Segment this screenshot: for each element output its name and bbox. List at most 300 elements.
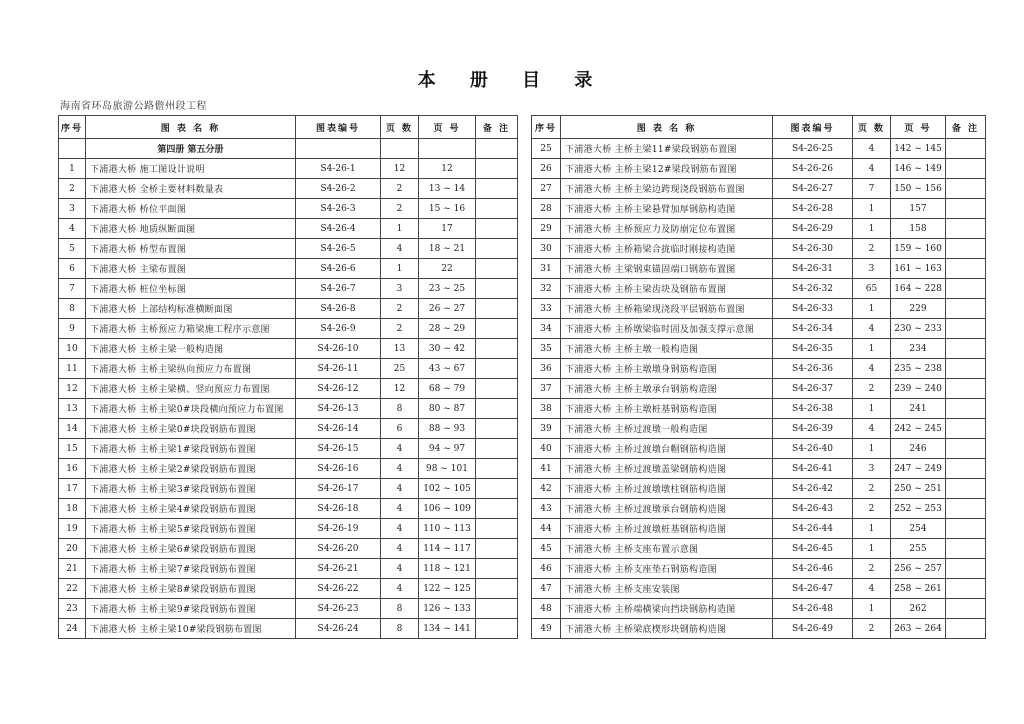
table-row <box>532 219 986 239</box>
cell-note <box>946 259 986 279</box>
cell-page-no: 43 ~ 67 <box>419 359 476 379</box>
table-row <box>59 239 518 259</box>
cell-code: S4-26-21 <box>296 559 381 579</box>
cell-note <box>476 519 518 539</box>
table-row <box>59 199 518 219</box>
cell-pages: 2 <box>381 199 419 219</box>
table-row <box>59 419 518 439</box>
cell-page-no: 242 ~ 245 <box>891 419 946 439</box>
cell-page-no: 157 <box>891 199 946 219</box>
cell-note <box>946 419 986 439</box>
cell-page-no: 250 ~ 251 <box>891 479 946 499</box>
cell-page-no: 161 ~ 163 <box>891 259 946 279</box>
cell-note <box>946 539 986 559</box>
cell-code: S4-26-15 <box>296 439 381 459</box>
cell-name: 下浦港大桥 桩位坐标图 <box>86 279 296 299</box>
cell-code: S4-26-10 <box>296 339 381 359</box>
table-row <box>59 539 518 559</box>
cell-pages: 1 <box>853 439 891 459</box>
table-row <box>59 179 518 199</box>
table-row <box>532 619 986 639</box>
section-title: 第四册 第五分册 <box>86 139 296 159</box>
cell-note <box>946 279 986 299</box>
cell-no: 34 <box>532 319 561 339</box>
table-row <box>532 279 986 299</box>
table-row <box>532 199 986 219</box>
cell-no: 25 <box>532 139 561 159</box>
cell-name: 下浦港大桥 主桥主梁12#梁段钢筋布置图 <box>561 159 773 179</box>
cell-name: 下浦港大桥 主桥主梁11#梁段钢筋布置图 <box>561 139 773 159</box>
cell-no: 6 <box>59 259 86 279</box>
cell-note <box>946 139 986 159</box>
table-row <box>532 379 986 399</box>
cell-name: 下浦港大桥 主桥主梁4#梁段钢筋布置图 <box>86 499 296 519</box>
cell-note <box>946 619 986 639</box>
cell-pages: 6 <box>381 419 419 439</box>
cell-note <box>476 579 518 599</box>
cell-code: S4-26-4 <box>296 219 381 239</box>
cell-page-no: 247 ~ 249 <box>891 459 946 479</box>
cell-no: 38 <box>532 399 561 419</box>
header-name: 图 表 名 称 <box>86 116 296 139</box>
cell-name: 下浦港大桥 全桥主要材料数量表 <box>86 179 296 199</box>
cell-no: 19 <box>59 519 86 539</box>
table-row <box>59 379 518 399</box>
cell-note <box>476 399 518 419</box>
cell-code: S4-26-49 <box>773 619 853 639</box>
cell-code: S4-26-20 <box>296 539 381 559</box>
cell-code: S4-26-12 <box>296 379 381 399</box>
table-row <box>59 279 518 299</box>
cell-no: 27 <box>532 179 561 199</box>
cell-name: 下浦港大桥 主桥箱梁合拢临时刚接构造图 <box>561 239 773 259</box>
table-row <box>532 239 986 259</box>
cell-name: 下浦港大桥 主桥箱梁现浇段平层钢筋布置图 <box>561 299 773 319</box>
cell-pages: 13 <box>381 339 419 359</box>
table-header-row <box>532 116 986 139</box>
cell-page-no: 102 ~ 105 <box>419 479 476 499</box>
cell-name: 下浦港大桥 主桥支座垫石钢筋构造图 <box>561 559 773 579</box>
cell-code: S4-26-8 <box>296 299 381 319</box>
cell-code: S4-26-24 <box>296 619 381 639</box>
cell-pages: 4 <box>381 479 419 499</box>
cell-pages: 25 <box>381 359 419 379</box>
cell-page-no: 134 ~ 141 <box>419 619 476 639</box>
cell-name: 下浦港大桥 主桥主梁2#梁段钢筋布置图 <box>86 459 296 479</box>
cell-page-no: 246 <box>891 439 946 459</box>
cell-code: S4-26-31 <box>773 259 853 279</box>
cell-pages: 4 <box>853 319 891 339</box>
cell-no: 31 <box>532 259 561 279</box>
cell-name: 下浦港大桥 主桥主梁1#梁段钢筋布置图 <box>86 439 296 459</box>
cell-no: 47 <box>532 579 561 599</box>
cell-page-no: 30 ~ 42 <box>419 339 476 359</box>
cell-name: 下浦港大桥 主桥主墩桩基钢筋构造图 <box>561 399 773 419</box>
table-row <box>59 259 518 279</box>
cell-note <box>946 479 986 499</box>
cell-note <box>946 319 986 339</box>
cell-pages: 8 <box>381 619 419 639</box>
cell-name: 下浦港大桥 主桥预应力及防崩定位布置图 <box>561 219 773 239</box>
section-note-cell <box>476 139 518 159</box>
cell-name: 下浦港大桥 主桥主梁7#梁段钢筋布置图 <box>86 559 296 579</box>
table-row <box>532 419 986 439</box>
cell-page-no: 98 ~ 101 <box>419 459 476 479</box>
cell-no: 18 <box>59 499 86 519</box>
cell-code: S4-26-45 <box>773 539 853 559</box>
cell-code: S4-26-7 <box>296 279 381 299</box>
cell-no: 39 <box>532 419 561 439</box>
cell-code: S4-26-14 <box>296 419 381 439</box>
cell-page-no: 22 <box>419 259 476 279</box>
cell-pages: 8 <box>381 599 419 619</box>
table-row <box>59 619 518 639</box>
cell-code: S4-26-17 <box>296 479 381 499</box>
cell-code: S4-26-1 <box>296 159 381 179</box>
cell-pages: 2 <box>381 319 419 339</box>
cell-name: 下浦港大桥 主梁布置图 <box>86 259 296 279</box>
cell-page-no: 239 ~ 240 <box>891 379 946 399</box>
cell-code: S4-26-3 <box>296 199 381 219</box>
cell-name: 下浦港大桥 施工图设计说明 <box>86 159 296 179</box>
cell-no: 36 <box>532 359 561 379</box>
table-row <box>532 399 986 419</box>
header-code: 图表编号 <box>296 116 381 139</box>
cell-page-no: 252 ~ 253 <box>891 499 946 519</box>
cell-page-no: 17 <box>419 219 476 239</box>
cell-note <box>946 499 986 519</box>
cell-name: 下浦港大桥 主桥主墩一般构造图 <box>561 339 773 359</box>
cell-name: 下浦港大桥 地质纵断面图 <box>86 219 296 239</box>
cell-note <box>476 239 518 259</box>
cell-no: 49 <box>532 619 561 639</box>
cell-page-no: 150 ~ 156 <box>891 179 946 199</box>
cell-note <box>476 359 518 379</box>
header-note: 备 注 <box>946 116 986 139</box>
table-row <box>532 479 986 499</box>
header-code: 图表编号 <box>773 116 853 139</box>
cell-pages: 4 <box>381 459 419 479</box>
cell-name: 下浦港大桥 主桥预应力箱梁施工程序示意图 <box>86 319 296 339</box>
cell-page-no: 234 <box>891 339 946 359</box>
cell-page-no: 28 ~ 29 <box>419 319 476 339</box>
cell-no: 1 <box>59 159 86 179</box>
table-row <box>532 339 986 359</box>
toc-table-left <box>58 115 518 639</box>
header-page-no: 页 号 <box>419 116 476 139</box>
cell-page-no: 12 <box>419 159 476 179</box>
cell-pages: 1 <box>853 299 891 319</box>
cell-code: S4-26-22 <box>296 579 381 599</box>
cell-note <box>476 259 518 279</box>
cell-code: S4-26-40 <box>773 439 853 459</box>
header-no: 序号 <box>59 116 86 139</box>
cell-page-no: 164 ~ 228 <box>891 279 946 299</box>
cell-page-no: 158 <box>891 219 946 239</box>
cell-pages: 2 <box>853 239 891 259</box>
cell-no: 20 <box>59 539 86 559</box>
cell-note <box>476 339 518 359</box>
cell-note <box>476 619 518 639</box>
cell-name: 下浦港大桥 主桥过渡墩桩基钢筋构造图 <box>561 519 773 539</box>
section-row <box>59 139 518 159</box>
cell-page-no: 106 ~ 109 <box>419 499 476 519</box>
cell-note <box>946 399 986 419</box>
cell-name: 下浦港大桥 主桥端横梁向挡块钢筋构造图 <box>561 599 773 619</box>
cell-no: 42 <box>532 479 561 499</box>
cell-pages: 4 <box>853 159 891 179</box>
table-row <box>532 299 986 319</box>
cell-note <box>476 539 518 559</box>
cell-code: S4-26-27 <box>773 179 853 199</box>
table-row <box>532 139 986 159</box>
table-row <box>59 519 518 539</box>
cell-pages: 4 <box>381 439 419 459</box>
cell-note <box>476 439 518 459</box>
cell-no: 40 <box>532 439 561 459</box>
cell-page-no: 229 <box>891 299 946 319</box>
cell-no: 13 <box>59 399 86 419</box>
cell-no: 45 <box>532 539 561 559</box>
cell-no: 30 <box>532 239 561 259</box>
cell-pages: 7 <box>853 179 891 199</box>
cell-page-no: 235 ~ 238 <box>891 359 946 379</box>
cell-no: 3 <box>59 199 86 219</box>
cell-code: S4-26-41 <box>773 459 853 479</box>
cell-name: 下浦港大桥 主桥墩梁临时固及加强支撑示意图 <box>561 319 773 339</box>
cell-no: 43 <box>532 499 561 519</box>
cell-name: 下浦港大桥 主桥主梁5#梁段钢筋布置图 <box>86 519 296 539</box>
cell-code: S4-26-29 <box>773 219 853 239</box>
cell-no: 21 <box>59 559 86 579</box>
cell-no: 14 <box>59 419 86 439</box>
cell-code: S4-26-33 <box>773 299 853 319</box>
table-row <box>532 439 986 459</box>
table-row <box>59 219 518 239</box>
cell-name: 下浦港大桥 主桥梁底楔形块钢筋构造图 <box>561 619 773 639</box>
cell-code: S4-26-39 <box>773 419 853 439</box>
cell-page-no: 241 <box>891 399 946 419</box>
table-row <box>532 559 986 579</box>
section-page-no-cell <box>419 139 476 159</box>
cell-name: 下浦港大桥 主桥主梁纵向预应力布置图 <box>86 359 296 379</box>
table-header-row <box>59 116 518 139</box>
cell-page-no: 159 ~ 160 <box>891 239 946 259</box>
cell-page-no: 114 ~ 117 <box>419 539 476 559</box>
table-row <box>59 359 518 379</box>
table-row <box>59 159 518 179</box>
cell-pages: 4 <box>381 559 419 579</box>
cell-name: 下浦港大桥 主桥过渡墩台帽钢筋构造图 <box>561 439 773 459</box>
cell-no: 32 <box>532 279 561 299</box>
table-row <box>59 299 518 319</box>
cell-page-no: 258 ~ 261 <box>891 579 946 599</box>
cell-code: S4-26-28 <box>773 199 853 219</box>
header-note: 备 注 <box>476 116 518 139</box>
cell-note <box>946 239 986 259</box>
cell-page-no: 142 ~ 145 <box>891 139 946 159</box>
cell-pages: 2 <box>381 179 419 199</box>
cell-name: 下浦港大桥 主桥过渡墩一般构造图 <box>561 419 773 439</box>
cell-pages: 65 <box>853 279 891 299</box>
cell-name: 下浦港大桥 主桥主梁横、竖向预应力布置图 <box>86 379 296 399</box>
table-row <box>532 179 986 199</box>
cell-pages: 2 <box>853 619 891 639</box>
cell-no: 46 <box>532 559 561 579</box>
table-row <box>59 319 518 339</box>
cell-name: 下浦港大桥 主桥主梁3#梁段钢筋布置图 <box>86 479 296 499</box>
cell-note <box>946 359 986 379</box>
cell-code: S4-26-42 <box>773 479 853 499</box>
cell-no: 41 <box>532 459 561 479</box>
header-no: 序号 <box>532 116 561 139</box>
table-row <box>59 399 518 419</box>
cell-name: 下浦港大桥 主桥主梁8#梁段钢筋布置图 <box>86 579 296 599</box>
cell-no: 16 <box>59 459 86 479</box>
cell-pages: 1 <box>853 399 891 419</box>
cell-page-no: 254 <box>891 519 946 539</box>
cell-no: 48 <box>532 599 561 619</box>
cell-pages: 4 <box>381 519 419 539</box>
cell-page-no: 255 <box>891 539 946 559</box>
cell-code: S4-26-13 <box>296 399 381 419</box>
table-row <box>59 459 518 479</box>
cell-no: 24 <box>59 619 86 639</box>
cell-code: S4-26-48 <box>773 599 853 619</box>
cell-pages: 4 <box>381 539 419 559</box>
cell-name: 下浦港大桥 主桥主梁0#块段横向预应力布置图 <box>86 399 296 419</box>
cell-note <box>946 199 986 219</box>
cell-pages: 4 <box>381 239 419 259</box>
page-title: 本 册 目 录 <box>417 70 607 91</box>
cell-code: S4-26-9 <box>296 319 381 339</box>
cell-name: 下浦港大桥 主桥主墩承台钢筋构造图 <box>561 379 773 399</box>
cell-no: 11 <box>59 359 86 379</box>
cell-pages: 12 <box>381 159 419 179</box>
cell-no: 35 <box>532 339 561 359</box>
cell-note <box>476 499 518 519</box>
cell-page-no: 15 ~ 16 <box>419 199 476 219</box>
cell-page-no: 146 ~ 149 <box>891 159 946 179</box>
table-row <box>59 559 518 579</box>
table-row <box>532 259 986 279</box>
cell-code: S4-26-34 <box>773 319 853 339</box>
table-row <box>532 359 986 379</box>
cell-name: 下浦港大桥 主桥过渡墩承台钢筋构造图 <box>561 499 773 519</box>
cell-code: S4-26-23 <box>296 599 381 619</box>
cell-note <box>946 159 986 179</box>
cell-no: 10 <box>59 339 86 359</box>
cell-note <box>476 159 518 179</box>
cell-pages: 2 <box>853 499 891 519</box>
table-row <box>59 499 518 519</box>
cell-note <box>946 599 986 619</box>
table-row <box>59 579 518 599</box>
cell-no: 7 <box>59 279 86 299</box>
header-name: 图 表 名 称 <box>561 116 773 139</box>
cell-code: S4-26-46 <box>773 559 853 579</box>
table-row <box>532 499 986 519</box>
cell-pages: 4 <box>853 579 891 599</box>
cell-page-no: 26 ~ 27 <box>419 299 476 319</box>
cell-pages: 4 <box>853 419 891 439</box>
cell-page-no: 256 ~ 257 <box>891 559 946 579</box>
cell-no: 33 <box>532 299 561 319</box>
cell-page-no: 94 ~ 97 <box>419 439 476 459</box>
section-no-cell <box>59 139 86 159</box>
cell-page-no: 18 ~ 21 <box>419 239 476 259</box>
cell-note <box>476 279 518 299</box>
cell-code: S4-26-38 <box>773 399 853 419</box>
cell-note <box>946 299 986 319</box>
cell-name: 下浦港大桥 主桥主梁齿块及钢筋布置图 <box>561 279 773 299</box>
cell-note <box>476 459 518 479</box>
cell-note <box>476 379 518 399</box>
cell-note <box>476 479 518 499</box>
table-row <box>59 339 518 359</box>
cell-page-no: 68 ~ 79 <box>419 379 476 399</box>
cell-page-no: 80 ~ 87 <box>419 399 476 419</box>
cell-pages: 4 <box>381 579 419 599</box>
cell-note <box>946 439 986 459</box>
cell-no: 17 <box>59 479 86 499</box>
cell-name: 下浦港大桥 上部结构标准横断面图 <box>86 299 296 319</box>
cell-page-no: 88 ~ 93 <box>419 419 476 439</box>
cell-pages: 4 <box>853 139 891 159</box>
table-row <box>532 599 986 619</box>
cell-code: S4-26-6 <box>296 259 381 279</box>
cell-name: 下浦港大桥 主桥支座安装图 <box>561 579 773 599</box>
cell-pages: 1 <box>853 539 891 559</box>
cell-code: S4-26-47 <box>773 579 853 599</box>
cell-code: S4-26-16 <box>296 459 381 479</box>
cell-name: 下浦港大桥 主桥主梁6#梁段钢筋布置图 <box>86 539 296 559</box>
cell-note <box>476 419 518 439</box>
cell-page-no: 263 ~ 264 <box>891 619 946 639</box>
cell-pages: 1 <box>853 339 891 359</box>
cell-name: 下浦港大桥 主桥支座布置示意图 <box>561 539 773 559</box>
cell-code: S4-26-11 <box>296 359 381 379</box>
table-row <box>532 159 986 179</box>
cell-note <box>946 519 986 539</box>
cell-no: 2 <box>59 179 86 199</box>
cell-pages: 1 <box>853 219 891 239</box>
table-row <box>532 519 986 539</box>
cell-code: S4-26-25 <box>773 139 853 159</box>
cell-name: 下浦港大桥 主梁钢束锚固端口钢筋布置图 <box>561 259 773 279</box>
cell-page-no: 118 ~ 121 <box>419 559 476 579</box>
header-pages: 页 数 <box>381 116 419 139</box>
cell-name: 下浦港大桥 主桥过渡墩盖梁钢筋构造图 <box>561 459 773 479</box>
cell-no: 4 <box>59 219 86 239</box>
cell-code: S4-26-35 <box>773 339 853 359</box>
cell-code: S4-26-43 <box>773 499 853 519</box>
cell-pages: 4 <box>853 359 891 379</box>
cell-note <box>946 379 986 399</box>
cell-code: S4-26-30 <box>773 239 853 259</box>
cell-note <box>946 339 986 359</box>
cell-pages: 1 <box>381 219 419 239</box>
cell-note <box>946 459 986 479</box>
table-row <box>532 579 986 599</box>
cell-pages: 2 <box>853 479 891 499</box>
cell-code: S4-26-26 <box>773 159 853 179</box>
cell-pages: 2 <box>853 559 891 579</box>
cell-name: 下浦港大桥 桥型布置图 <box>86 239 296 259</box>
header-pages: 页 数 <box>853 116 891 139</box>
cell-name: 下浦港大桥 主桥主墩墩身钢筋构造图 <box>561 359 773 379</box>
table-row <box>532 319 986 339</box>
